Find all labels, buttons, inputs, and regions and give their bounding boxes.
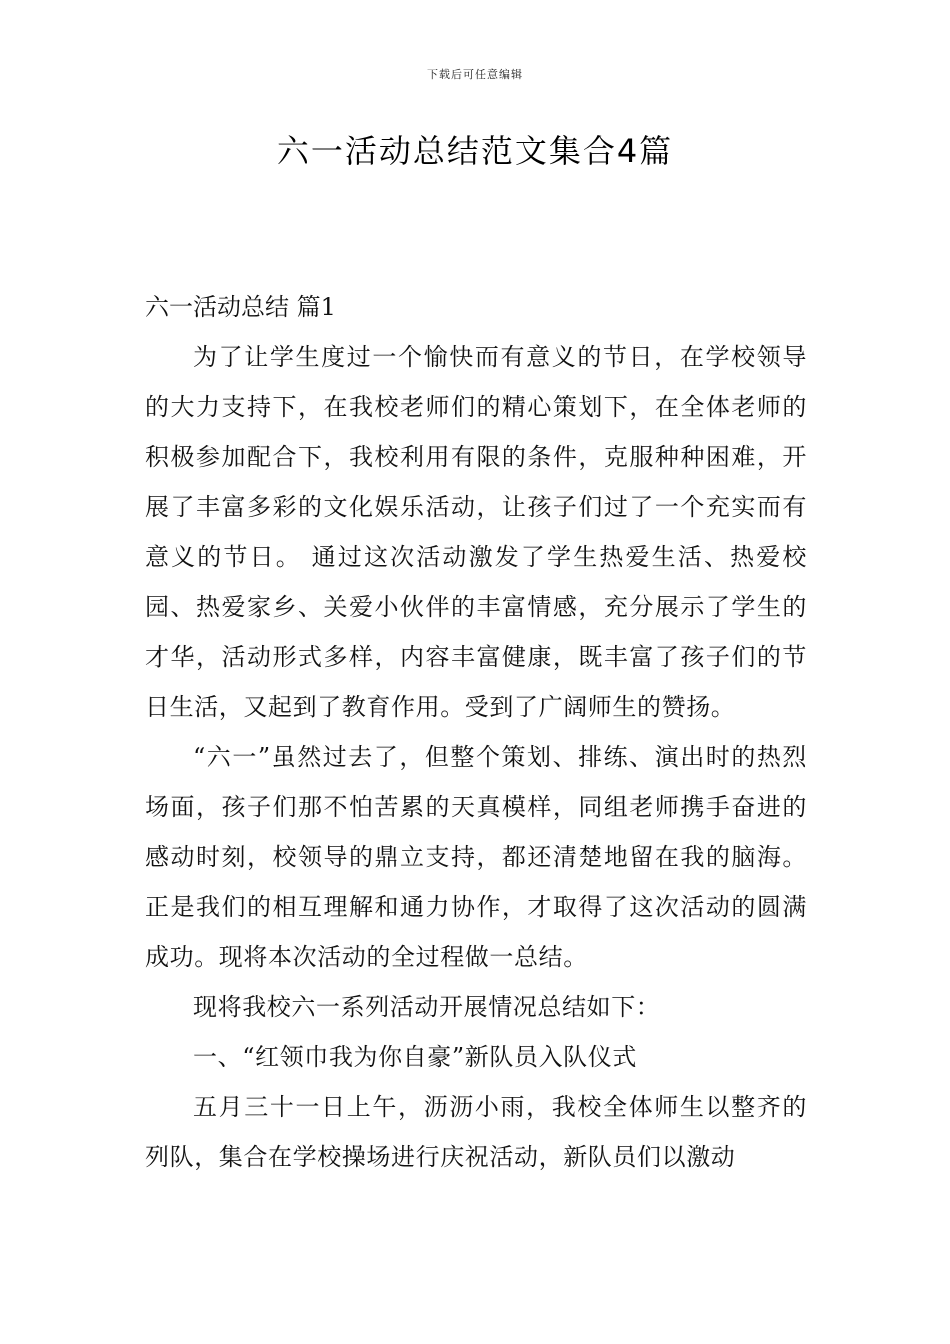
document-body [145,282,807,1182]
paragraph-2: “六一”虽然过去了，但整个策划、排练、演出时的热烈场面，孩子们那不怕苦累的天真模样，同组老师携手奋进的感动时刻，校领导的鼎立支持，都还清楚地留在我的脑海。正是我们的相互理解和通力协作，才取得了这次活动的圆满成功。现将本次活动的全过程做一总结。 [145,743,807,971]
paragraph-3: 现将我校六一系列活动开展情况总结如下： [193,993,661,1021]
header-note: 下载后可任意编辑 [427,68,523,81]
paragraph-5: 五月三十一日上午，沥沥小雨，我校全体师生以整齐的列队，集合在学校操场进行庆祝活动，新队员们以激动 [145,1093,807,1171]
document-title: 六一活动总结范文集合4篇 [276,132,674,170]
paragraph-4-heading: 一、“红领巾我为你自豪”新队员入队仪式 [193,1043,637,1071]
section-heading: 六一活动总结 篇1 [145,293,336,321]
paragraph-1: 为了让学生度过一个愉快而有意义的节日，在学校领导的大力支持下，在我校老师们的精心策划下，在全体老师的积极参加配合下，我校利用有限的条件，克服种种困难，开展了丰富多彩的文化娱乐活动，让孩子们过了一个充实而有意义的节日。 通过这次活动激发了学生热爱生活、热爱校园、热爱家乡、关爱小伙伴的丰富情感，充分展示了学生的才华，活动形式多样，内容丰富健康，既丰富了孩子们的节日生活，又起到了教育作用。受到了广阔师生的赞扬。 [145,343,807,721]
